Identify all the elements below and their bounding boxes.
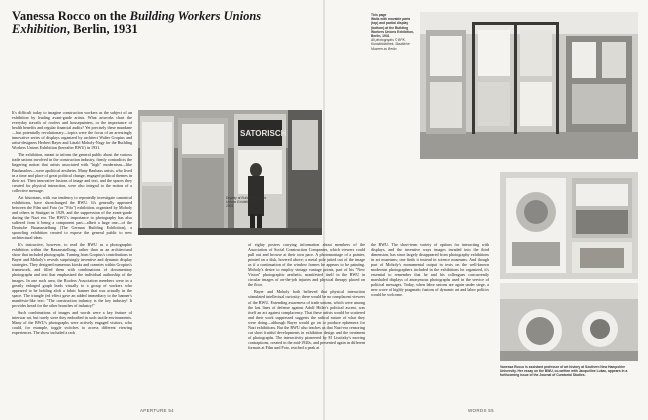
paragraph: It's difficult today to imagine construction workers as the subject of an exhibition by leading avant-garde artists. What artworks chart the everyday travails of roofers and housepainters, or the importance of health benefits and regular financial audits? Yet precisely these mundane—but potentially revolutionary—topics were the focus of an arrestingly innovative series of displays organized by architect Walter Gropius and artist-designers Herbert Bayer and László Moholy-Nagy for the Building Workers Unions Exhibition (hereafter BWU) in 1931.	[12, 110, 132, 151]
title-italic: Building Workers Unions Exhibition	[12, 9, 262, 36]
paragraph: The exhibition, meant to inform the general public about the various trade unions involved in the construction industry, firmly contradicts the lingering notion that artists associated with "high" modernism—like Bauhauslers—were apolitical aesthetes. Many Bauhaus artists, who lived in a time and place of great political change, engaged political themes in their art. Their innovative fusions of image and text, and the spaces they created for physical interaction, were also integral to the notion of a collective message.	[12, 152, 132, 193]
caption-top-photo	[371, 13, 416, 51]
paragraph: It's instructive, however, to read the BWU as a photographic exhibition within the Bauausstellung, rather than as an architectural show that included photographs. Turning from Gropius's contributions to Bayer and Moholy's reveals surprisingly inventive and dynamic display strategies. They designed numerous kiosks and crannies within Gropius's framework, and filled them with combinations of documentary photographs and text that emphasized the individual authorship of the images. In one such area, the Roofers Association members were in a greatly enlarged graph leads visually to a group of workers who appeared to be holding aloft a fabric banner that was actually in the space. The triangle (ed effect gave an added immediacy to the banner's manifesto-like text: "The construction industry is the key industry! It provides bread for the other branches of industry!"	[12, 242, 132, 308]
title-prefix: Vanessa Rocco on the	[12, 9, 130, 23]
paragraph: Such combinations of images and words were a key feature of interwar art, but rarely were they embodied in such tactile environments. Many of the BWU's photographs were actively engaged visitors, who could, for example, toggle switches to access different viewing experiences. The show included a rack	[12, 309, 132, 335]
caption-main-photo: Display at Building Workers Unions Exhibition, Berlin, 1931	[226, 196, 267, 209]
caption-top-text: Walls with movable parts (top) and partial display (bottom) at the Building Workers Unions Exhibition, Berlin, 1931	[371, 17, 414, 39]
caption-top-credit: All photographs © BPK, Kunstbibliothek, Staatliche Museen zu Berlin	[371, 38, 410, 51]
body-column-left	[12, 110, 132, 337]
exhibition-photo-right-1	[500, 172, 638, 279]
paragraph: of eighty posters carrying information about members of the Association of Social Construction Companies, which viewers could pull out and browse at their own pace. A photomontage of a painter, printed on a disk, hovered above; a metal pole jutted out of the image as if a continuation of the window frames he appears to be painting. Moholy's desire to employ vintage vantage points, part of his "New Vision" photographic aesthetic, manifested itself in the BWU in circular images of on-the-job injuries and physical therapy placed on the floor.	[248, 242, 365, 288]
folio-left: APERTURE 54	[140, 408, 174, 413]
body-column-middle	[248, 242, 365, 352]
article-title	[12, 10, 312, 36]
exhibition-photo-main	[138, 110, 322, 235]
exhibition-photo-right-2	[500, 283, 638, 361]
paragraph: Bayer and Moholy both believed that physical interaction stimulated intellectual curiosity; there would be no complacent viewers of the BWU. Extending awareness of trade unions, which were among the last lines of defense against Adolf Hitler's political ascent, was itself an act against complacency. That these artists would be scattered and their work suppressed suggests the radical nature of what they were doing—although Bayer would go on to produce ephemera for Nazi exhibitions. But the BWU also teaches us that Nazi-era censoring cut short fruitful developments in exhibition design and the treatment of photographs. The interactivity pioneered by El Lissitzky's moving contraptions, created in the mid-1920s, and presented again in different formats at Film und Foto, reached a peak at	[248, 289, 365, 350]
caption-top-label: This page	[371, 13, 387, 17]
poster-text: SATORISCH	[240, 129, 287, 138]
body-column-right	[371, 242, 489, 300]
title-suffix: , Berlin, 1931	[66, 22, 138, 36]
folio-right: WORDS 55	[468, 408, 494, 413]
paragraph: the BWU. The short-term variety of options for interacting with displays, and the inventive ways images invaded into the third dimension, has since largely disappeared from photography exhibitions in art museums; one finds it instead in science museums. And though part of Moholy's monumental output in texts on the well-known modernist photographers included in the exhibitions he organized, it's essential to remember that he and his colleagues concurrently marshaled displays of anonymous photographs used in the service of political messages. Today, when labor unions are again under siege, a new wave of highly pragmatic fusions of dynamic art and labor politics would be welcome.	[371, 242, 489, 298]
caption-author-bio: Vanessa Rocco is assistant professor of art history at Southern New Hampshire University. Her essay on the BWU, co-written with Jacqueline Lukac, appears in a forthcoming issue of the Journal of Curatorial Studies.	[500, 365, 628, 378]
paragraph: Art historians, with our tendency to repeatedly investigate canonical exhibitions, have shortchanged the BWU. It's generally appeared between the Film und Foto (or "Fifo") exhibition, organized by Moholy and others in Stuttgart in 1929, and the suppression of the avant-garde during the Nazi era. The BWU's importance to photography has also suffered from it being a component part—albeit a large one—of the Deutsche Bauausstellung (The German Building Exhibition), a sprawling exhibition created to expose the general public to new architectural ideas.	[12, 194, 132, 241]
exhibition-photo-top	[420, 12, 638, 159]
